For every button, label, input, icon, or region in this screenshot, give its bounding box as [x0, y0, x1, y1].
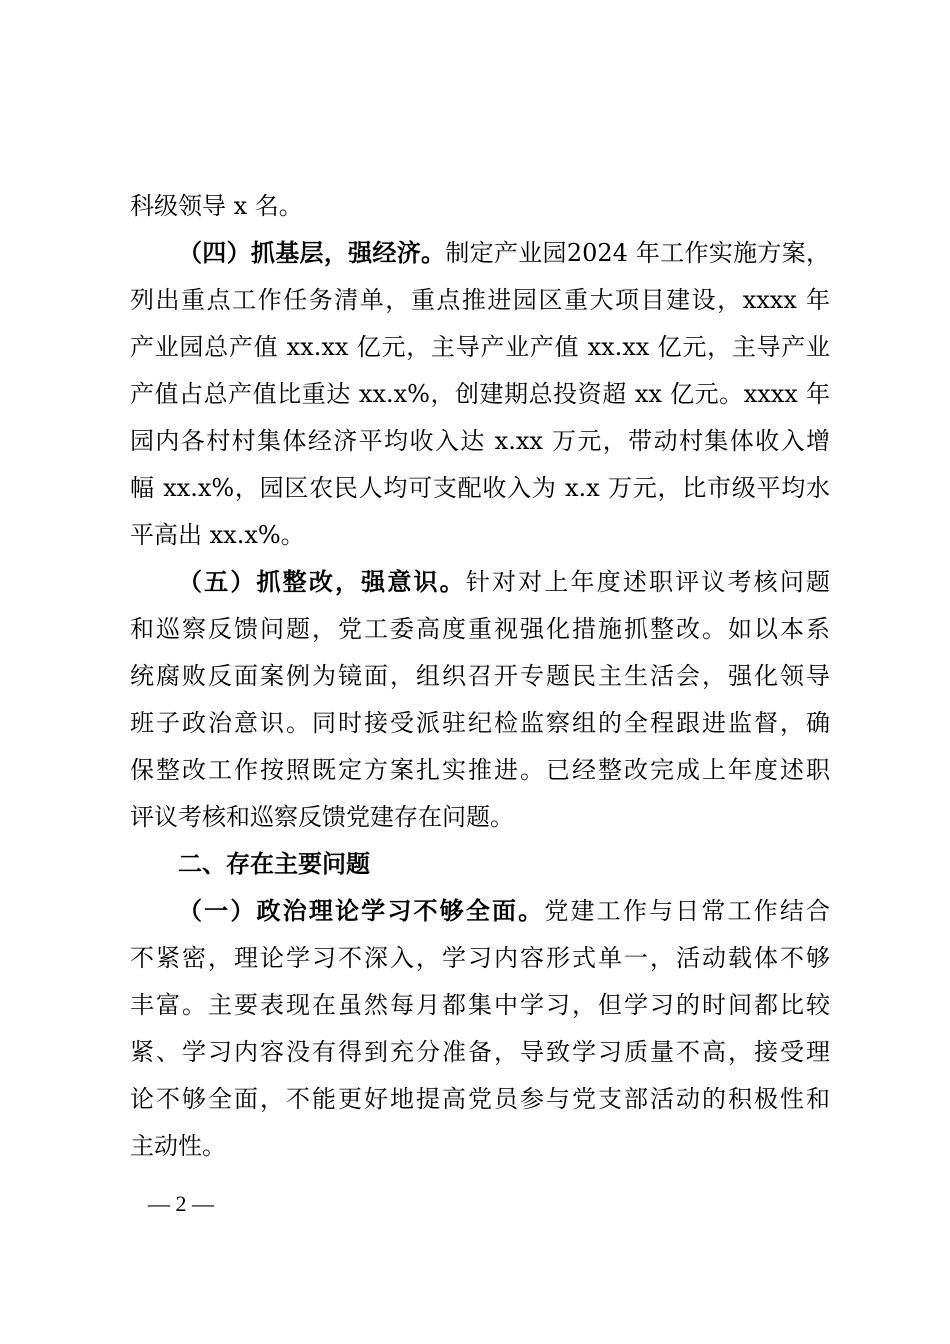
paragraph-line: 论不够全面，不能更好地提高党员参与党支部活动的积极性和 — [130, 1085, 830, 1113]
paragraph-line — [178, 568, 830, 596]
paragraph-line: 产值占总产值比重达 xx.x%，创建期总投资超 xx 亿元。xxxx 年 — [130, 380, 830, 408]
page-number: — 2 — — [148, 1191, 214, 1216]
paragraph-line: 幅 xx.x%，园区农民人均可支配收入为 x.x 万元，比市级平均水 — [130, 474, 830, 502]
line-text: 科级领导 x 名。 — [130, 192, 303, 220]
paragraph-line: 不紧密，理论学习不深入，学习内容形式单一，活动载体不够 — [130, 944, 830, 972]
paragraph-line: 保整改工作按照既定方案扎实推进。已经整改完成上年度述职 — [130, 756, 830, 784]
paragraph-line: 列出重点工作任务清单，重点推进园区重大项目建设，xxxx 年 — [130, 286, 830, 314]
paragraph-line: 产业园总产值 xx.xx 亿元，主导产业产值 xx.xx 亿元，主导产业 — [130, 333, 830, 361]
paragraph-line: 和巡察反馈问题，党工委高度重视强化措施抓整改。如以本系 — [130, 615, 830, 643]
line-text: 党建工作与日常工作结合 — [544, 897, 831, 925]
paragraph-line: 评议考核和巡察反馈党建存在问题。 — [130, 803, 514, 831]
paragraph-line: 主动性。 — [130, 1132, 226, 1160]
paragraph-line: 统腐败反面案例为镜面，组织召开专题民主生活会，强化领导 — [130, 662, 830, 690]
paragraph-line: 园内各村村集体经济平均收入达 x.xx 万元，带动村集体收入增 — [130, 427, 830, 455]
paragraph-line: 平高出 xx.x%。 — [130, 521, 305, 549]
paragraph-line — [178, 239, 830, 267]
paragraph-heading: （一）政治理论学习不够全面。 — [178, 896, 545, 925]
paragraph-line: 紧、学习内容没有得到充分准备，导致学习质量不高，接受理 — [130, 1038, 830, 1066]
line-text: 针对对上年度述职评议考核问题 — [465, 568, 831, 596]
paragraph-line — [178, 897, 830, 925]
paragraph-heading: （五）抓整改，强意识。 — [178, 567, 466, 596]
paragraph-line — [130, 192, 830, 220]
paragraph-line: 班子政治意识。同时接受派驻纪检监察组的全程跟进监督，确 — [130, 709, 830, 737]
paragraph-heading: （四）抓基层，强经济。 — [178, 238, 446, 267]
section-heading: 二、存在主要问题 — [178, 850, 370, 878]
paragraph-line: 丰富。主要表现在虽然每月都集中学习，但学习的时间都比较 — [130, 991, 830, 1019]
line-text: 制定产业园2024 年工作实施方案， — [445, 239, 830, 267]
